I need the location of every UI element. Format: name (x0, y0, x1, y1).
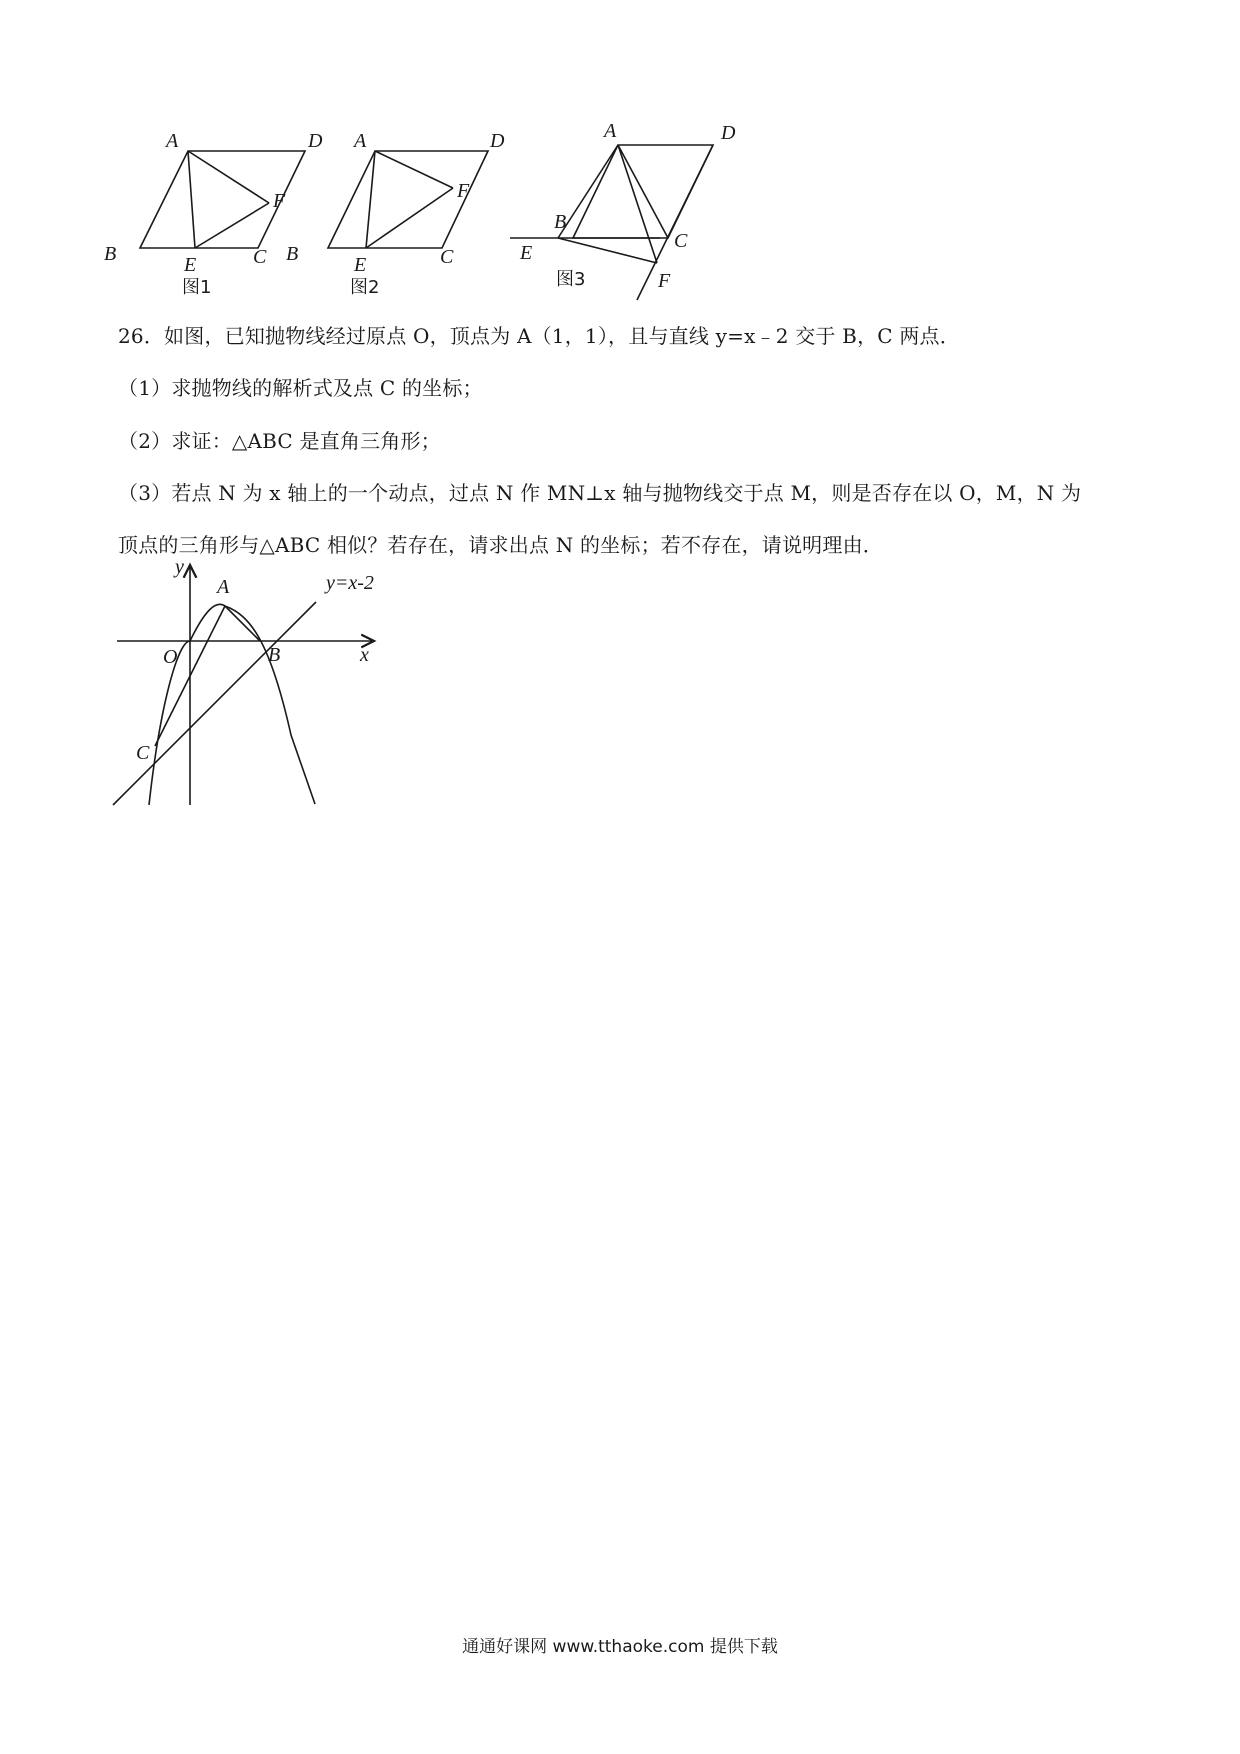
fig3-label-e: E (520, 242, 533, 264)
fig2-label-e: E (354, 254, 367, 276)
fig2-label-a: A (354, 130, 367, 152)
question-3-line-1: （3）若点 N 为 x 轴上的一个动点，过点 N 作 MN⊥x 轴与抛物线交于点 M，则是否存在以 O，M，N 为 (118, 481, 1082, 505)
problem-stem: 26．如图，已知抛物线经过原点 O，顶点为 A（1，1），且与直线 y=x﹣2 交于 B，C 两点． (118, 324, 960, 348)
x-axis-label: x (360, 644, 369, 666)
figure-1 (104, 125, 323, 298)
question-1: （1）求抛物线的解析式及点 C 的坐标； (118, 376, 483, 400)
point-b-label: B (268, 644, 281, 666)
fig3-label-c: C (674, 230, 688, 252)
fig1-label-d: D (308, 130, 323, 152)
question-2: （2）求证：△ABC 是直角三角形； (118, 429, 441, 453)
fig2-label-d: D (490, 130, 505, 152)
fig1-label-c: C (253, 246, 267, 268)
fig3-label-a: A (604, 120, 617, 142)
fig3-caption: 图3 (556, 269, 586, 290)
figure-3 (510, 120, 740, 300)
fig2-label-f: F (457, 180, 470, 202)
footer-text: 通通好课网 www.tthaoke.com 提供下载 (462, 1637, 778, 1657)
fig1-caption: 图1 (182, 277, 212, 298)
line-equation-label: y=x-2 (326, 572, 374, 594)
fig2-caption: 图2 (350, 277, 380, 298)
point-c-label: C (136, 742, 150, 764)
fig1-label-f: F (273, 190, 286, 212)
figure-2 (286, 125, 505, 298)
point-a-label: A (217, 576, 230, 598)
y-axis-label: y (175, 556, 184, 578)
origin-label: O (163, 646, 178, 668)
fig2-label-c: C (440, 246, 454, 268)
fig3-label-b: B (554, 211, 567, 233)
fig3-label-f: F (658, 270, 671, 292)
fig3-label-d: D (721, 122, 736, 144)
parabola-graph (110, 555, 390, 805)
fig1-label-e: E (184, 254, 197, 276)
fig1-label-b: B (104, 243, 117, 265)
fig1-label-a: A (166, 130, 179, 152)
fig2-label-b: B (286, 243, 299, 265)
question-3-line-2: 顶点的三角形与△ABC 相似？若存在，请求出点 N 的坐标；若不存在，请说明理由． (118, 533, 883, 557)
